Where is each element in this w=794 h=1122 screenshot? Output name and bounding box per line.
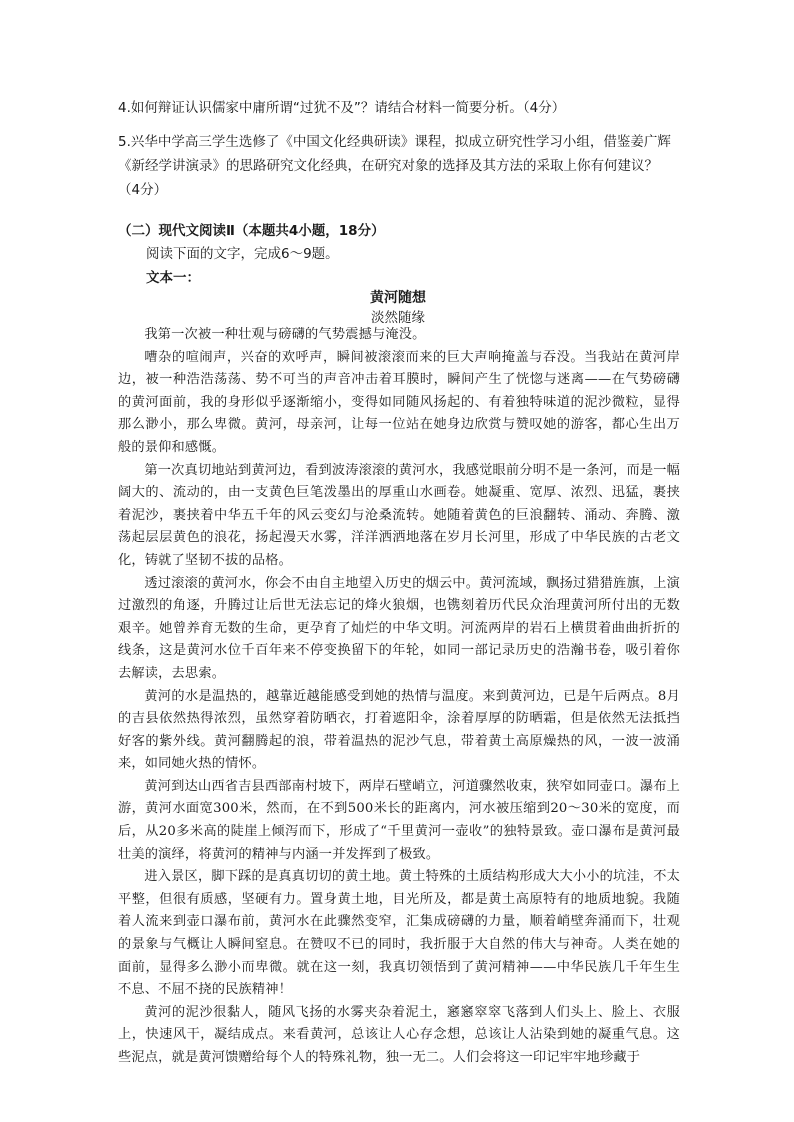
article-author: 淡然随缘 (371, 310, 425, 326)
section-instruction: 阅读下面的文字，完成6～9题。 (146, 246, 339, 262)
article-title: 黄河随想 (370, 290, 426, 306)
article-paragraph: 第一次真切地站到黄河边，看到波涛滚滚的黄河水，我感觉眼前分明不是一条河，而是一幅阔大的、流动的，由一支黄色巨笔泼墨出的厚重山水画卷。她凝重、宽厚、浓烈、迅猛，裹挟着泥沙，裹挟着中华五千年的风云变幻与沧桑流转。她随着黄色的巨浪翻转、涌动、奔腾、激荡起层层黄色的浪花，扬起漫天水雾，洋洋洒洒地落在岁月长河里，形成了中华民族的古老文化，铸就了坚韧不拔的品格。 (118, 462, 680, 568)
article-paragraph: 进入景区，脚下踩的是真真切切的黄土地。黄土特殊的土质结构形成大大小小的坑洼，不太平整，但很有质感，坚硬有力。置身黄土地，目光所及，都是黄土高原特有的地质地貌。我随着人流来到壶口瀑布前，黄河水在此骤然变窄，汇集成磅礴的力量，顺着峭壁奔涌而下，壮观的景象与气概让人瞬间窒息。在赞叹不已的同时，我折服于大自然的伟大与神奇。人类在她的面前，显得多么渺小而卑微。就在这一刻，我真切领悟到了黄河精神——中华民族几千年生生不息、不屈不挠的民族精神！ (118, 869, 680, 998)
article-paragraph: 黄河的水是温热的，越靠近越能感受到她的热情与温度。来到黄河边，已是午后两点。8月的吉县依然热得浓烈，虽然穿着防晒衣，打着遮阳伞，涂着厚厚的防晒霜，但是依然无法抵挡好客的紫外线。黄河翻腾起的浪，带着温热的泥沙气息，带着黄土高原燥热的风，一波一波涌来，如同她火热的情怀。 (118, 688, 680, 772)
article-paragraph: 我第一次被一种壮观与磅礴的气势震撼与淹没。 (144, 327, 426, 342)
article-body (118, 324, 680, 1070)
text-one-label: 文本一： (146, 270, 200, 286)
section-title: （二）现代文阅读Ⅱ（本题共4小题，18分） (118, 223, 385, 239)
article-paragraph: 透过滚滚的黄河水，你会不由自主地望入历史的烟云中。黄河流域，飘扬过猎猎旌旗，上演过激烈的角逐，升腾过让后世无法忘记的烽火狼烟，也镌刻着历代民众治理黄河所付出的无数艰辛。她曾养育无数的生命，更孕育了灿烂的中华文明。河流两岸的岩石上横贯着曲曲折折的线条，这是黄河水位千百年来不停变换留下的年轮，如同一部记录历史的浩瀚书卷，吸引着你去解读，去思索。 (118, 575, 680, 681)
article-paragraph: 黄河到达山西省吉县西部南村坡下，两岸石壁峭立，河道骤然收束，狭窄如同壶口。瀑布上游，黄河水面宽300米，然而，在不到500米长的距离内，河水被压缩到20～30米的宽度，而后，从20多米高的陡崖上倾泻而下，形成了“千里黄河一壶收”的独特景致。壶口瀑布是黄河最壮美的演绎，将黄河的精神与内涵一并发挥到了极致。 (118, 778, 680, 862)
article-paragraph: 黄河的泥沙很黏人，随风飞扬的水雾夹杂着泥土，窸窸窣窣飞落到人们头上、脸上、衣服上，快速风干，凝结成点。来看黄河，总该让人心存念想，总该让人沾染到她的凝重气息。这些泥点，就是黄河馈赠给每个人的特殊礼物，独一无二。人们会将这一印记牢牢地珍藏于 (118, 1004, 680, 1065)
question-5: 5.兴华中学高三学生选修了《中国文化经典研读》课程，拟成立研究性学习小组，借鉴姜广辉《新经学讲演录》的思路研究文化经典，在研究对象的选择及其方法的采取上你有何建议？（4分） (118, 134, 671, 198)
article-paragraph: 嘈杂的喧闹声，兴奋的欢呼声，瞬间被滚滚而来的巨大声响掩盖与吞没。当我站在黄河岸边，被一种浩浩荡荡、势不可当的声音冲击着耳膜时，瞬间产生了恍惚与迷离——在气势磅礴的黄河面前，我的身形似乎逐渐缩小，变得如同随风扬起的、有着独特味道的泥沙微粒，显得那么渺小，那么卑微。黄河，母亲河，让每一位站在她身边欣赏与赞叹她的游客，都心生出万般的景仰和感慨。 (118, 349, 680, 455)
question-4: 4.如何辩证认识儒家中庸所谓“过犹不及”？请结合材料一简要分析。（4分） (118, 100, 566, 116)
